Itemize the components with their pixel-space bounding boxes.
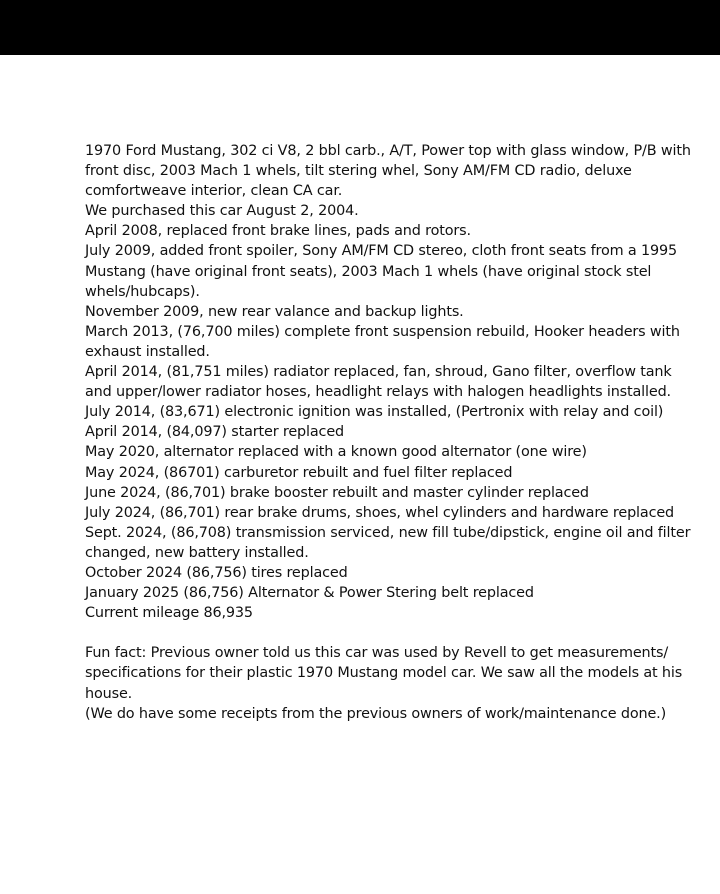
entry-purchase-date: We purchased this car August 2, 2004. (85, 203, 359, 220)
note-fun-fact: Fun fact: Previous owner told us this car was used by Revell to get measurements/ (85, 645, 669, 662)
entry-april-2014-radiator: April 2014, (81,751 miles) radiator replaced, fan, shroud, Gano filter, overflow tank and upper/lower radiator hoses, headlight relays with halogen headlights installed. (85, 364, 672, 401)
entry-april-2008: April 2008, replaced front brake lines, pads and rotors. (85, 223, 471, 240)
entry-june-2024: June 2024, (86,701) brake booster rebuilt and master cylinder replaced (85, 484, 589, 501)
entry-march-2013: March 2013, (76,700 miles) complete front suspension rebuild, Hooker headers with exhaust installed. (85, 323, 680, 360)
entry-january-2025: January 2025 (86,756) Alternator & Power Stering belt replaced (85, 585, 534, 602)
entry-july-2014: July 2014, (83,671) electronic ignition was installed, (Pertronix with relay and coil) (85, 404, 664, 421)
entry-may-2024: May 2024, (86701) carburetor rebuilt and fuel filter replaced (85, 464, 513, 481)
paragraph-spacer (85, 623, 695, 643)
entry-october-2024: October 2024 (86,756) tires replaced (85, 564, 348, 581)
entry-july-2009: July 2009, added front spoiler, Sony AM/FM CD stereo, cloth front seats from a 1995 Mustang (have original front seats), 2003 Mach 1 whels (have original stock stel whels/hubcaps). (85, 243, 678, 300)
entry-april-2014-starter: April 2014, (84,097) starter replaced (85, 424, 345, 441)
entry-sept-2024: Sept. 2024, (86,708) transmission serviced, new fill tube/dipstick, engine oil and filter changed, new battery installed. (85, 524, 691, 561)
entry-may-2020: May 2020, alternator replaced with a known good alternator (one wire) (85, 444, 587, 461)
note-receipts: (We do have some receipts from the previous owners of work/maintenance done.) (85, 705, 667, 722)
entry-vehicle-description: 1970 Ford Mustang, 302 ci V8, 2 bbl carb., A/T, Power top with glass window, P/B with front disc, 2003 Mach 1 whels, tilt stering whel, Sony AM/FM CD radio, deluxe comfortweave interior, clean CA car. (85, 143, 691, 200)
entry-current-mileage: Current mileage 86,935 (85, 605, 253, 622)
document-body (85, 141, 695, 724)
entry-november-2009: November 2009, new rear valance and backup lights. (85, 303, 464, 320)
entry-july-2024: July 2024, (86,701) rear brake drums, shoes, whel cylinders and hardware replaced (85, 504, 675, 521)
note-specifications: specifications for their plastic 1970 Mustang model car. We saw all the models at his house. (85, 665, 683, 702)
top-black-bar (0, 0, 720, 55)
